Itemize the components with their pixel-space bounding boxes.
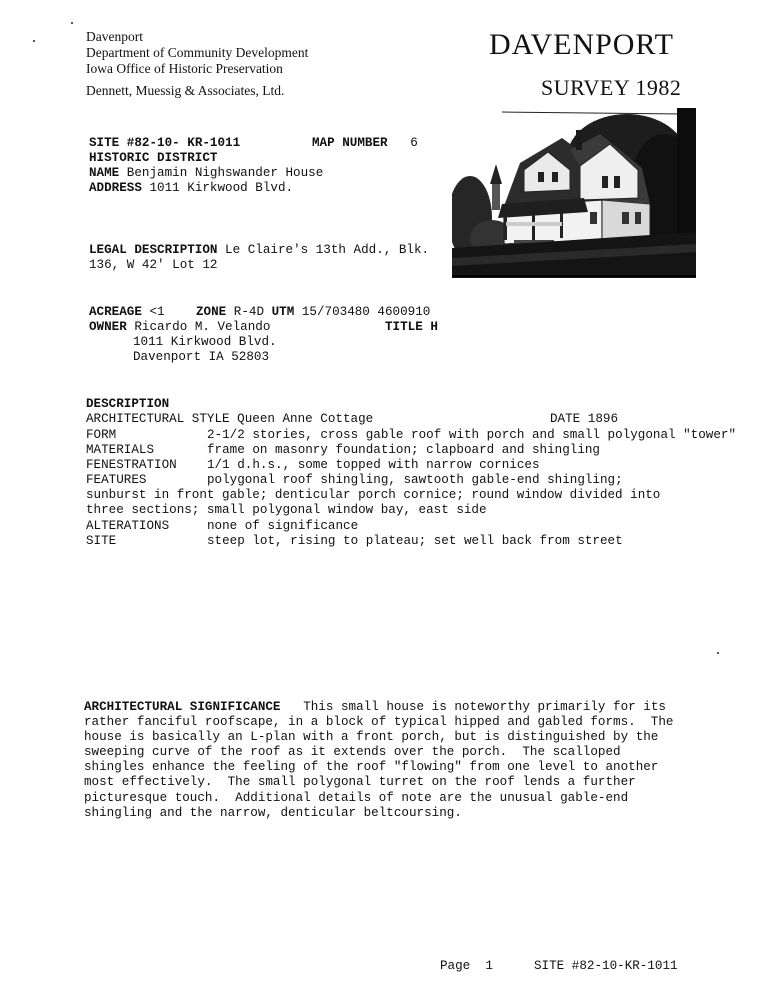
zone-label: ZONE [196,305,227,319]
acreage-row [89,305,165,321]
materials-label: MATERIALS [86,443,155,457]
address-row [89,181,293,197]
map-number-value: 6 [410,136,418,150]
significance-line4: sweeping curve of the roof as it extends over the porch. The scalloped [84,745,621,759]
scan-speck [717,652,719,654]
architectural-style-row [86,412,373,428]
title-row [385,320,438,336]
architectural-style-value: Queen Anne Cottage [237,412,374,426]
form-label: FORM [86,428,117,442]
date-row [550,412,618,428]
page-number: 1 [485,959,493,973]
owner-address-line2: Davenport IA 52803 [133,350,270,364]
page-label: Page [440,959,471,973]
owner-row [89,320,270,336]
utm-value: 15/703480 4600910 [301,305,431,319]
name-row [89,166,323,182]
date-label: DATE [550,412,581,426]
significance-line6: most effectively. The small polygonal turret on the roof lends a further [84,775,636,789]
significance-line5: shingles enhance the feeling of the roof "flowing" from one level to another [84,760,659,774]
fenestration-row [0,458,768,474]
materials-row [0,443,768,459]
features-row [0,473,768,489]
significance-line8: shingling and the narrow, denticular beltcoursing. [84,806,462,820]
site-number: 82-10- KR-1011 [134,136,241,150]
legal-description-line1: Le Claire's 13th Add., Blk. [225,243,430,257]
features-continued-1: sunburst in front gable; denticular porch cornice; round window divided into [86,488,661,502]
features-value: polygonal roof shingling, sawtooth gable-end shingling; [207,473,623,487]
form-value: 2-1/2 stories, cross gable roof with porch and small polygonal "tower" [207,428,737,442]
owner-value: Ricardo M. Velando [134,320,271,334]
acreage-label: ACREAGE [89,305,142,319]
org-davenport: Davenport [86,29,143,44]
utm-label: UTM [271,305,295,319]
significance-label: ARCHITECTURAL SIGNIFICANCE [84,700,281,714]
form-row [0,428,768,444]
owner-address-line1: 1011 Kirkwood Blvd. [133,335,277,349]
fenestration-label: FENESTRATION [86,458,177,472]
significance-line2: rather fanciful roofscape, in a block of typical hipped and gabled forms. The [84,715,674,729]
map-number-row [312,136,418,152]
survey-title: SURVEY 1982 [541,75,682,100]
name-value: Benjamin Nighswander House [126,166,324,180]
architectural-style-label: ARCHITECTURAL STYLE [86,412,230,426]
alterations-label: ALTERATIONS [86,519,170,533]
org-department: Department of Community Development [86,45,309,60]
historic-district-label: HISTORIC DISTRICT [89,151,218,165]
significance-line1-row [84,700,666,716]
features-continued-2: three sections; small polygonal window bay, east side [86,503,487,517]
name-label: NAME [89,166,120,180]
significance-line1: This small house is noteworthy primarily for its [303,700,666,714]
org-iowa-office: Iowa Office of Historic Preservation [86,61,283,76]
house-photograph [452,108,696,278]
site-description-value: steep lot, rising to plateau; set well back from street [207,534,623,548]
alterations-value: none of significance [207,519,359,533]
materials-value: frame on masonry foundation; clapboard and shingling [207,443,600,457]
significance-line7: picturesque touch. Additional details of note are the unusual gable-end [84,791,629,805]
address-value: 1011 Kirkwood Blvd. [149,181,294,195]
title-label: TITLE [385,320,423,334]
address-label: ADDRESS [89,181,142,195]
site-description-row [0,534,768,550]
legal-description-row [89,243,429,259]
legal-description-line2: 136, W 42' Lot 12 [89,258,218,272]
site-description-label: SITE [86,534,117,548]
zone-utm-row [196,305,430,321]
site-number-row [89,136,240,152]
legal-description-label: LEGAL DESCRIPTION [89,243,218,257]
significance-line3: house is basically an L-plan with a front porch, but is distinguished by the [84,730,659,744]
map-number-label: MAP NUMBER [312,136,388,150]
consultant-name: Dennett, Muessig & Associates, Ltd. [86,83,285,98]
owner-label: OWNER [89,320,127,334]
features-label: FEATURES [86,473,147,487]
alterations-row [0,519,768,535]
site-label: SITE # [89,136,135,150]
title-value: H [430,320,438,334]
zone-value: R-4D [233,305,265,319]
scan-speck [71,22,73,24]
date-value: 1896 [587,412,619,426]
brand-title: DAVENPORT [489,28,675,61]
page-indicator [440,959,493,975]
footer-site-reference: SITE #82-10-KR-1011 [534,959,678,973]
fenestration-value: 1/1 d.h.s., some topped with narrow cornices [207,458,540,472]
description-heading: DESCRIPTION [86,397,170,411]
acreage-value: <1 [149,305,165,319]
scan-speck [33,40,35,42]
